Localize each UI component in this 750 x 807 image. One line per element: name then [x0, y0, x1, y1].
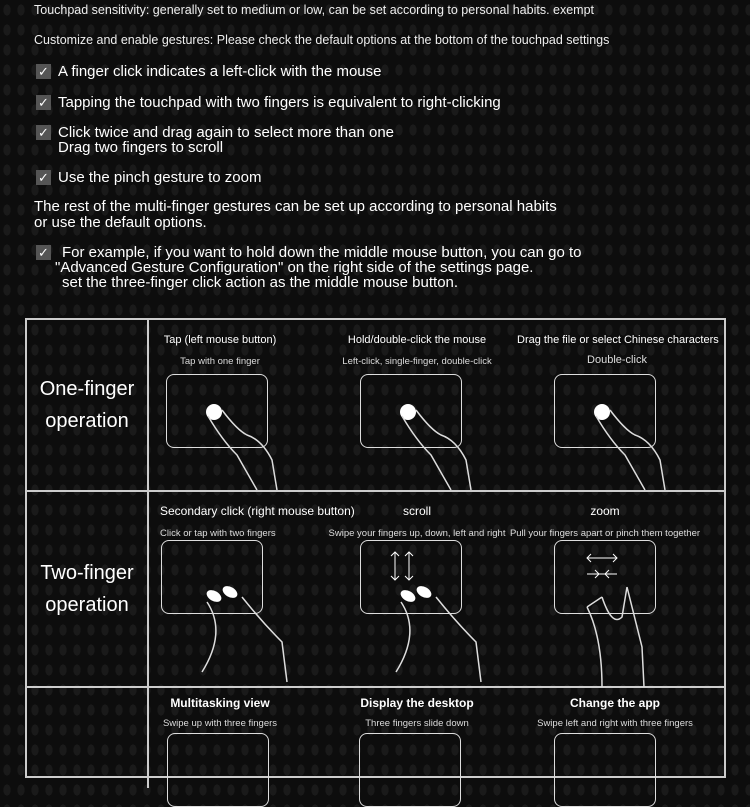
one-finger-hand-icon	[202, 400, 282, 490]
cell-sub: Left-click, single-finger, double-click	[342, 356, 492, 367]
cell-title: Secondary click (right mouse button)	[160, 504, 355, 518]
cell-change-app	[515, 696, 715, 729]
one-finger-hand-icon	[396, 400, 476, 490]
gesture-table	[25, 318, 726, 778]
check-icon: ✓	[36, 125, 51, 140]
cell-sub: Tap with one finger	[180, 356, 260, 367]
cell-multitasking	[120, 696, 320, 729]
cell-sub: Swipe left and right with three fingers	[537, 718, 693, 729]
pinch-arrows-icon	[585, 550, 625, 590]
label-line1: One-finger	[39, 378, 135, 400]
checkbox-label: A finger click indicates a left-click with the mouse	[58, 63, 382, 80]
check-icon: ✓	[36, 170, 51, 185]
touchpad-icon	[554, 733, 656, 807]
check-icon: ✓	[36, 245, 51, 260]
two-finger-hand-icon	[396, 582, 486, 682]
two-finger-hand-icon	[202, 582, 292, 682]
cell-zoom	[505, 504, 705, 539]
cell-title: Drag the file or select Chinese characters	[517, 334, 719, 346]
sensitivity-text: Touchpad sensitivity: generally set to medium or low, can be set according to personal habits. exempt	[34, 3, 595, 17]
pinch-hand-icon	[582, 587, 662, 687]
cell-sub: Pull your fingers apart or pinch them together	[509, 528, 701, 539]
row-label	[27, 492, 149, 686]
cell-title: Multitasking view	[170, 696, 270, 710]
cell-drag	[517, 334, 717, 366]
label-line2: operation	[45, 594, 129, 616]
cell-sub: Swipe up with three fingers	[162, 718, 278, 729]
checkbox-label: Use the pinch gesture to zoom	[58, 169, 262, 186]
one-finger-hand-icon	[590, 400, 670, 490]
cell-scroll	[317, 504, 517, 539]
cell-title: zoom	[590, 504, 620, 518]
checkbox-label: Click twice and drag again to select more than one	[58, 124, 395, 141]
example-line1: For example, if you want to hold down the middle mouse button, you can go to	[62, 244, 582, 261]
label-line1: Two-finger	[40, 562, 134, 584]
rest-line1: The rest of the multi-finger gestures can be set up according to personal habits	[34, 198, 557, 215]
cell-sub: Double-click	[587, 354, 647, 366]
cell-tap	[120, 334, 320, 367]
rest-line2: or use the default options.	[34, 214, 207, 231]
customize-text: Customize and enable gestures: Please check the default options at the bottom of the touchpad settings	[34, 33, 610, 47]
touchpad-icon	[359, 733, 461, 807]
cell-title: Display the desktop	[360, 696, 474, 710]
checkbox-label-line2: Drag two fingers to scroll	[58, 139, 224, 156]
cell-title: Hold/double-click the mouse	[347, 334, 487, 346]
cell-desktop	[317, 696, 517, 729]
touchpad-icon	[167, 733, 269, 807]
label-line2: operation	[45, 410, 129, 432]
cell-hold	[317, 334, 517, 367]
cell-title: scroll	[402, 504, 431, 518]
cell-sub: Swipe your fingers up, down, left and right	[328, 528, 506, 539]
cell-sub: Click or tap with two fingers	[160, 528, 276, 539]
row-one-finger	[27, 320, 724, 492]
cell-title: Tap (left mouse button)	[163, 334, 277, 346]
cell-sub: Three fingers slide down	[365, 718, 469, 729]
checkbox-label: Tapping the touchpad with two fingers is equivalent to right-clicking	[58, 94, 501, 111]
row-two-finger	[27, 492, 724, 688]
check-icon: ✓	[36, 64, 51, 79]
example-line2: "Advanced Gesture Configuration" on the right side of the settings page.	[55, 259, 534, 276]
example-line3: set the three-finger click action as the middle mouse button.	[62, 274, 459, 291]
cell-title: Change the app	[569, 696, 660, 710]
check-icon: ✓	[36, 95, 51, 110]
row-three-finger	[27, 688, 724, 788]
rest-text	[34, 199, 557, 231]
